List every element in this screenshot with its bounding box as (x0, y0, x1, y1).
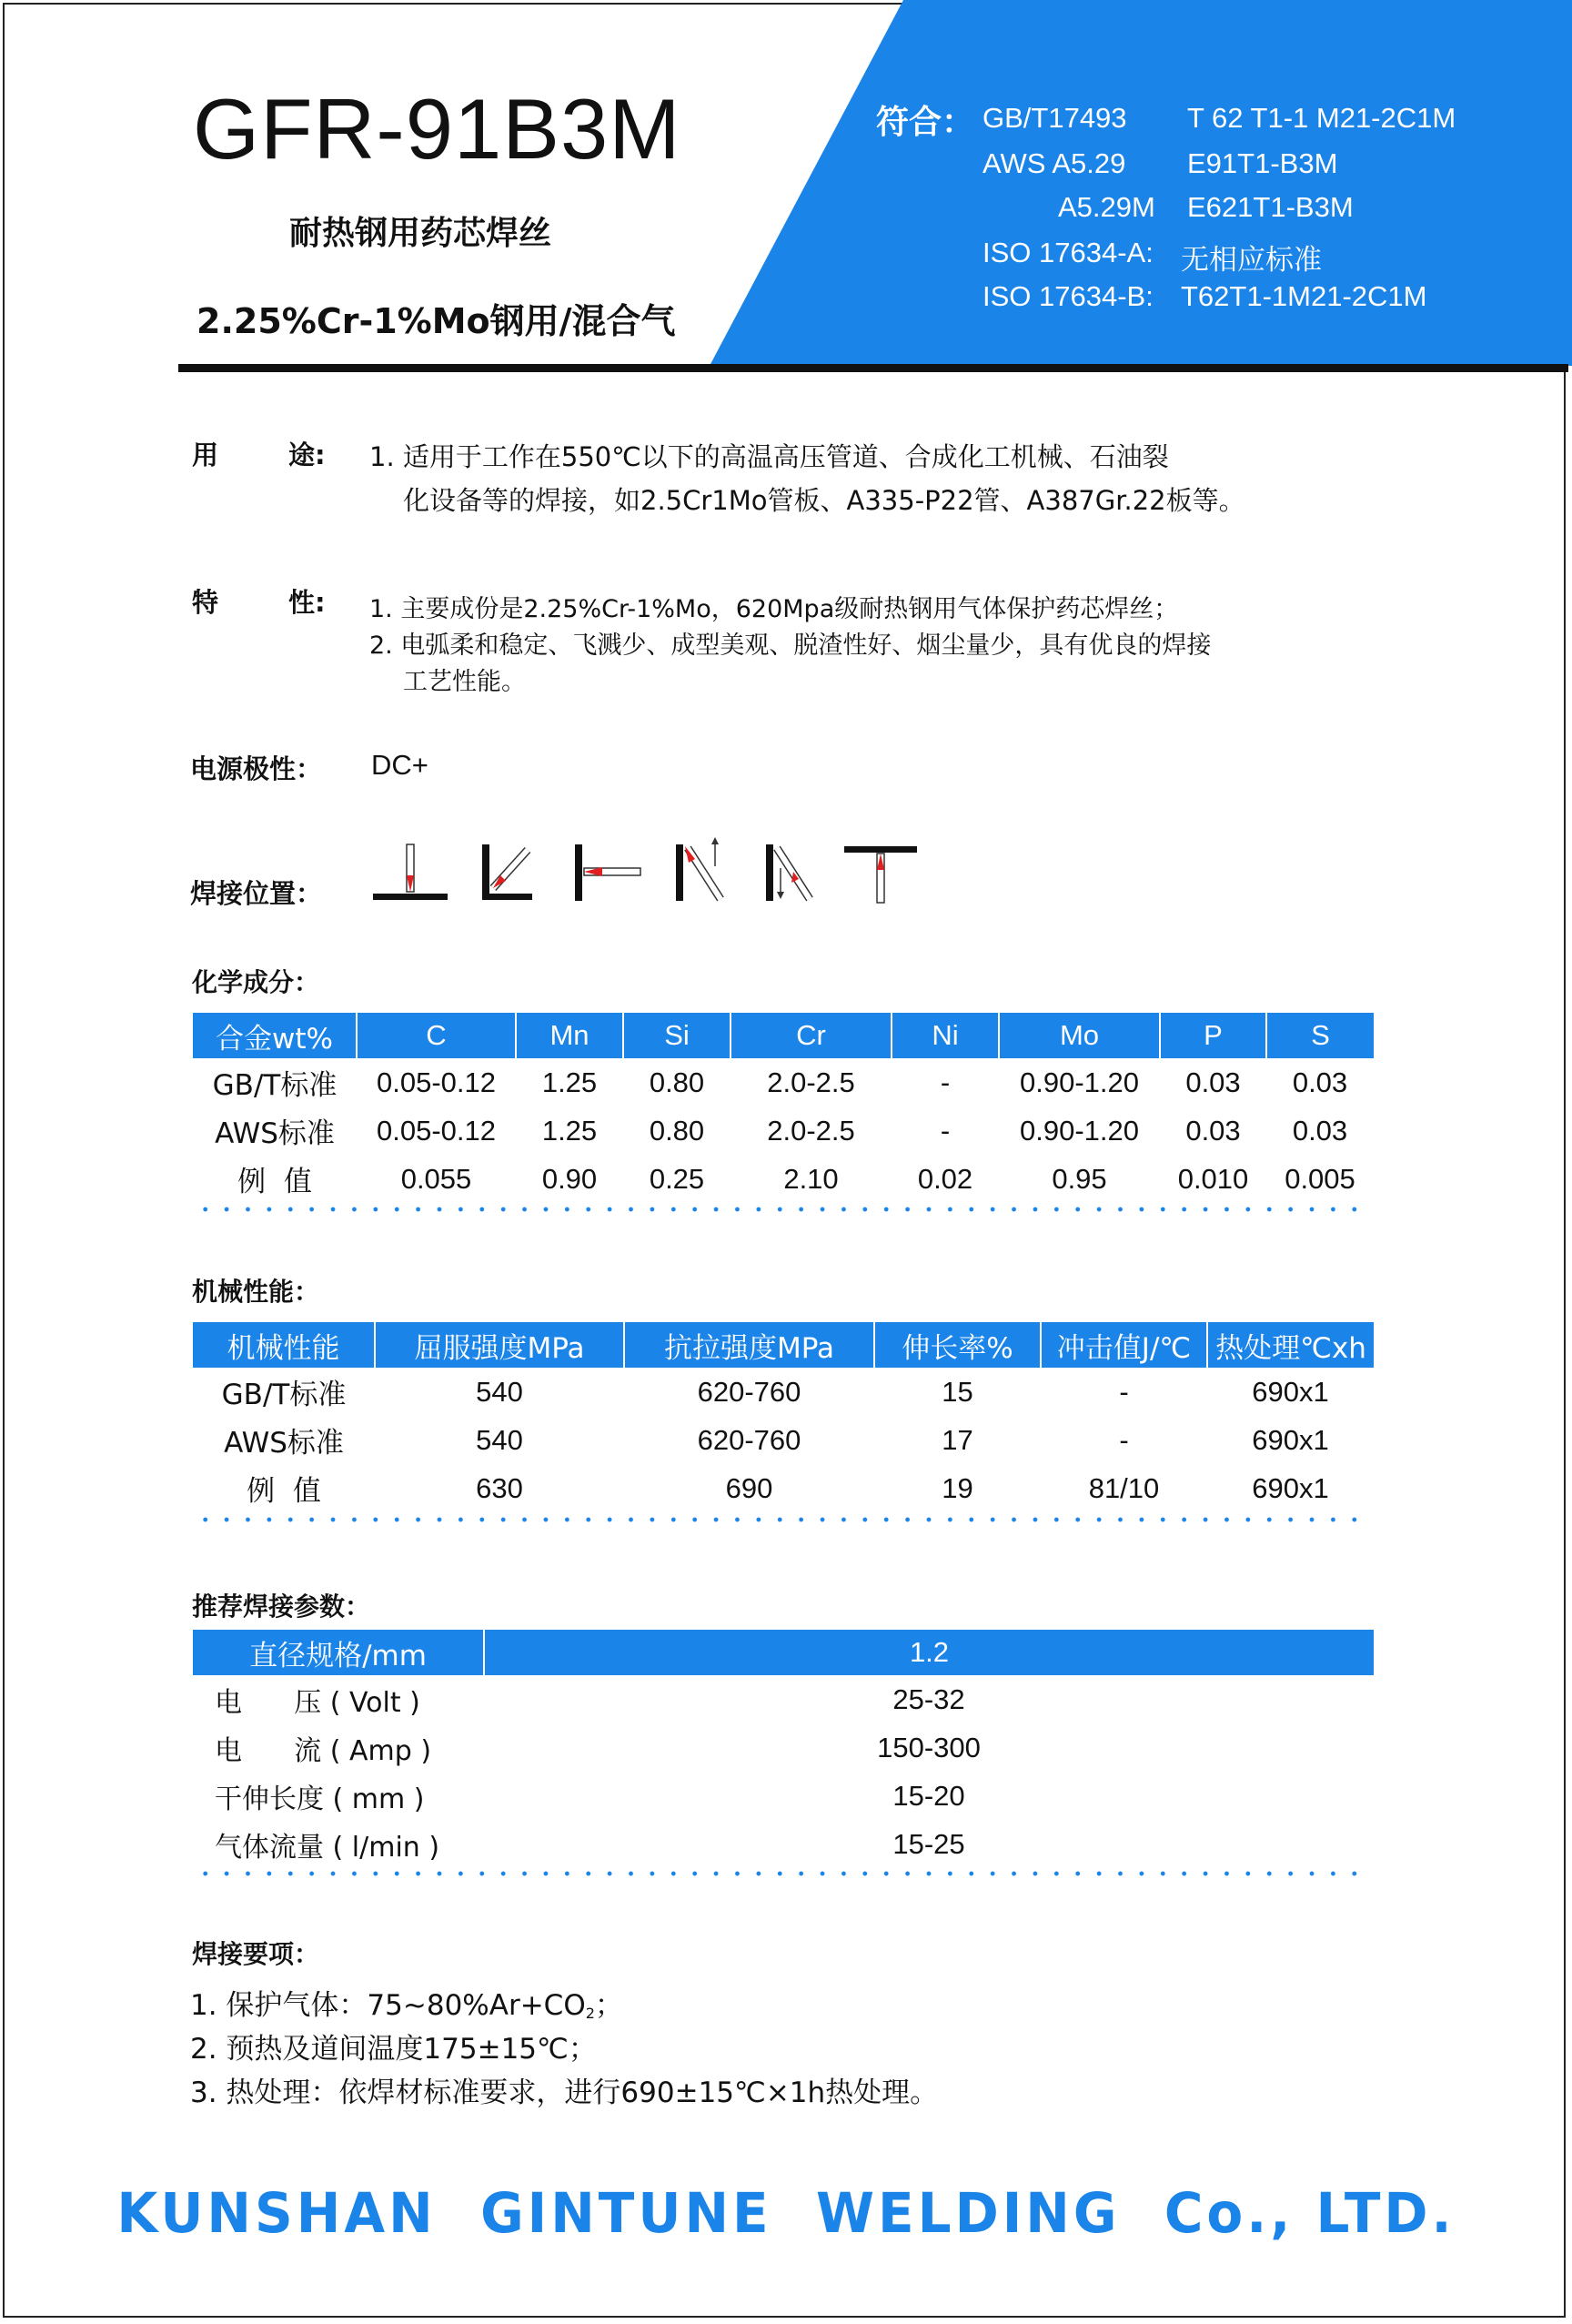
table-cell: - (1119, 1375, 1129, 1408)
table-cell: 2.0-2.5 (767, 1066, 855, 1098)
table-cell: 25-32 (892, 1682, 965, 1715)
position-overhead-icon (844, 846, 917, 903)
company-name: KUNSHAN GINTUNE WELDING Co., LTD. (116, 2180, 1456, 2246)
table-cell: 1.25 (541, 1066, 598, 1098)
notes-title: 焊接要项： (192, 1939, 320, 1969)
position-horizontal-icon (575, 844, 640, 901)
column-header: 抗拉强度MPa (624, 1322, 874, 1368)
table-cell: 2.10 (783, 1162, 839, 1195)
table-cell: 0.90 (541, 1162, 598, 1195)
table-cell: 0.05-0.12 (377, 1066, 496, 1098)
standard-right: T62T1-1M21-2C1M (1181, 280, 1427, 312)
column-header: 伸长率% (874, 1322, 1041, 1368)
standard-left: GB/T17493 (982, 102, 1127, 134)
position-vertical-down-icon (766, 844, 810, 901)
conform-label: 符合： (876, 104, 975, 141)
usage-line: 化设备等的焊接，如2.5Cr1Mo管板、A335-P22管、A387Gr.22板等。 (403, 485, 1245, 516)
features-label-a: 特 (192, 587, 219, 618)
table-cell: 540 (476, 1423, 523, 1456)
features-line: 1. 主要成份是2.25%Cr-1%Mo，620Mpa级耐热钢用气体保护药芯焊丝； (369, 595, 1179, 623)
usage-label-a: 用 (192, 440, 219, 470)
note-line (190, 1982, 623, 2023)
table-cell: 干伸长度 ( mm ) (215, 1783, 425, 1815)
table-cell: 2.0-2.5 (767, 1114, 855, 1147)
table-cell: 0.80 (649, 1066, 705, 1098)
standard-right: E621T1-B3M (1187, 191, 1354, 223)
column-header: Cr (731, 1013, 892, 1058)
table-cell: 150-300 (877, 1731, 981, 1763)
table-cell: 0.90-1.20 (1020, 1114, 1139, 1147)
standard-left: ISO 17634-A: (982, 237, 1154, 268)
position-flat-icon (373, 844, 448, 900)
standard-right: T 62 T1-1 M21-2C1M (1187, 102, 1456, 134)
table-row (193, 1820, 1374, 1868)
polarity-label: 电源极性： (190, 753, 323, 784)
standard-left: ISO 17634-B: (982, 280, 1154, 312)
product-code: GFR-91B3M (193, 81, 681, 177)
column-header: C (357, 1013, 516, 1058)
table-cell: - (940, 1066, 951, 1098)
table-cell: 0.80 (649, 1114, 705, 1147)
table-cell: 0.03 (1185, 1066, 1241, 1098)
standard-left: A5.29M (1058, 191, 1155, 223)
product-description: 耐热钢用药芯焊丝 (289, 215, 552, 252)
table-cell: 电 压 ( Volt ) (215, 1686, 420, 1719)
dotted-divider (195, 1207, 1365, 1212)
table-cell: AWS标准 (224, 1427, 344, 1460)
note-line: 2. 预热及道间温度175±15℃； (190, 2033, 597, 2066)
table-cell: 0.055 (400, 1162, 472, 1195)
table-row (193, 1155, 1374, 1203)
usage-line: 1. 适用于工作在550℃以下的高温高压管道、合成化工机械、石油裂 (369, 441, 1169, 472)
column-header: 1.2 (484, 1630, 1374, 1675)
dotted-divider (195, 1517, 1365, 1522)
alloy-description: 2.25%Cr-1%Mo钢用/混合气 (196, 301, 676, 341)
table-cell: 690x1 (1252, 1375, 1329, 1408)
table-row (193, 1464, 1374, 1512)
column-header: 机械性能 (193, 1322, 375, 1368)
column-header: S (1266, 1013, 1374, 1058)
table-cell: 0.03 (1292, 1066, 1348, 1098)
position-vertical-up-icon (676, 837, 720, 901)
table-row (193, 1675, 1374, 1723)
table-row (193, 1106, 1374, 1155)
table-cell: 0.05-0.12 (377, 1114, 496, 1147)
column-header: Si (623, 1013, 731, 1058)
column-header: 热处理℃xh (1207, 1322, 1374, 1368)
table-row (193, 1058, 1374, 1106)
polarity-value: DC+ (371, 749, 428, 781)
table-cell: GB/T标准 (221, 1379, 347, 1411)
table-cell: 例 值 (237, 1166, 312, 1198)
table-cell: - (940, 1114, 951, 1147)
standard-right: 无相应标准 (1181, 244, 1322, 276)
column-header: P (1160, 1013, 1266, 1058)
header-rule (178, 364, 1568, 372)
table-row (193, 1723, 1374, 1772)
table-cell: 17 (942, 1423, 973, 1456)
table-cell: 630 (476, 1471, 523, 1504)
table-cell: 15-25 (892, 1827, 965, 1860)
mechanical-title: 机械性能： (192, 1277, 320, 1307)
table-cell: 690x1 (1252, 1471, 1329, 1504)
position-fillet-icon (482, 844, 532, 900)
chemistry-title: 化学成分： (192, 967, 320, 997)
table-cell: 电 流 ( Amp ) (215, 1734, 432, 1767)
column-header: Ni (892, 1013, 999, 1058)
table-cell: AWS标准 (215, 1117, 335, 1150)
table-cell: 0.02 (917, 1162, 973, 1195)
standard-left: AWS A5.29 (982, 147, 1126, 179)
features-label-b: 性: (288, 587, 326, 618)
table-row (193, 1772, 1374, 1820)
dotted-divider (195, 1871, 1365, 1876)
table-cell: 620-760 (697, 1423, 801, 1456)
welding-positions-icons (364, 835, 928, 917)
standard-right: E91T1-B3M (1187, 147, 1338, 179)
column-header: Mn (516, 1013, 623, 1058)
column-header: 合金wt% (193, 1013, 357, 1058)
note-subscript: 2 (585, 2005, 595, 2022)
table-cell: 0.95 (1052, 1162, 1107, 1195)
table-cell: 1.25 (541, 1114, 598, 1147)
table-cell: 气体流量 ( l/min ) (215, 1831, 440, 1864)
usage-label-b: 途: (288, 440, 326, 470)
table-cell: 0.03 (1292, 1114, 1348, 1147)
table-row (193, 1368, 1374, 1416)
table-cell: 15 (942, 1375, 973, 1408)
table-cell: - (1119, 1423, 1129, 1456)
features-line: 工艺性能。 (403, 668, 526, 696)
table-cell: 620-760 (697, 1375, 801, 1408)
parameters-title: 推荐焊接参数： (192, 1591, 371, 1622)
note-line: 3. 热处理：依焊材标准要求，进行690±15℃×1h热处理。 (190, 2076, 939, 2109)
features-line: 2. 电弧柔和稳定、飞溅少、成型美观、脱渣性好、烟尘量少，具有优良的焊接 (369, 632, 1212, 660)
note-text: 1. 保护气体：75~80%Ar+CO (190, 1989, 586, 2022)
parameters-table (193, 1630, 1374, 1868)
column-header: 屈服强度MPa (375, 1322, 624, 1368)
positions-label: 焊接位置： (190, 878, 323, 909)
table-cell: 81/10 (1088, 1471, 1160, 1504)
table-cell: 19 (942, 1471, 973, 1504)
column-header: 直径规格/mm (193, 1630, 484, 1675)
table-cell: 690x1 (1252, 1423, 1329, 1456)
table-cell: 0.90-1.20 (1020, 1066, 1139, 1098)
table-cell: 0.010 (1177, 1162, 1249, 1195)
table-cell: 例 值 (247, 1475, 321, 1508)
column-header: 冲击值J/℃ (1041, 1322, 1207, 1368)
table-cell: 0.005 (1285, 1162, 1355, 1195)
table-cell: 690 (725, 1471, 773, 1504)
table-cell: 0.03 (1185, 1114, 1241, 1147)
chemistry-table (193, 1013, 1374, 1203)
mechanical-table (193, 1322, 1374, 1512)
table-cell: 15-20 (892, 1779, 965, 1812)
table-cell: 0.25 (649, 1162, 705, 1195)
table-cell: 540 (476, 1375, 523, 1408)
note-text-end: ； (594, 1989, 623, 2022)
column-header: Mo (999, 1013, 1160, 1058)
table-row (193, 1416, 1374, 1464)
table-cell: GB/T标准 (212, 1069, 338, 1102)
